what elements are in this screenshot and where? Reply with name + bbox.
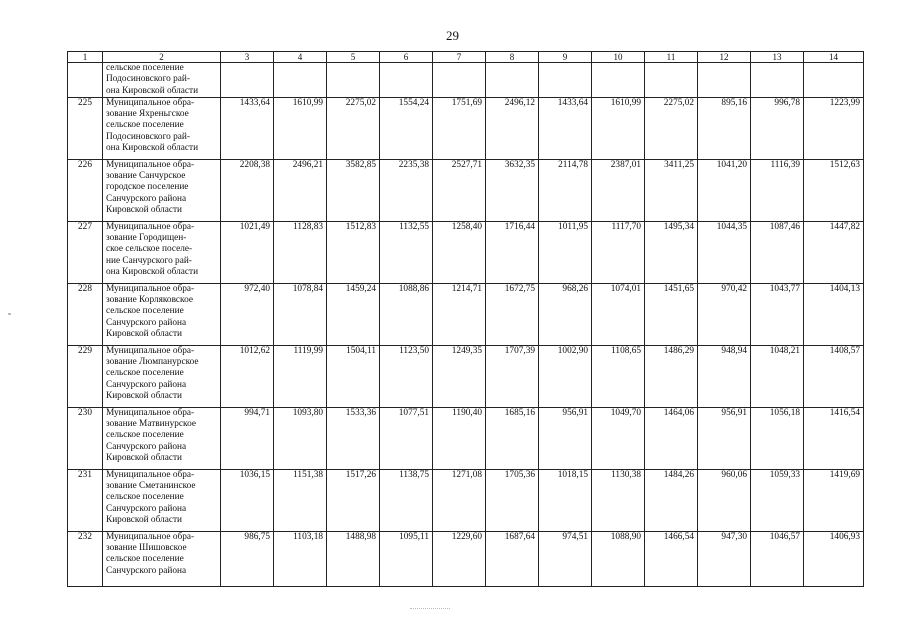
- value-cell: 1486,29: [645, 345, 698, 407]
- table-row: [68, 63, 864, 98]
- value-cell: 1406,93: [804, 531, 864, 586]
- value-cell: 1512,83: [327, 221, 380, 283]
- value-cell: 1088,86: [380, 283, 433, 345]
- value-cell: 1130,38: [592, 469, 645, 531]
- value-cell: [221, 63, 274, 98]
- column-header: 2: [103, 52, 221, 63]
- value-cell: [698, 63, 751, 98]
- value-cell: [327, 63, 380, 98]
- value-cell: 1119,99: [274, 345, 327, 407]
- value-cell: 1123,50: [380, 345, 433, 407]
- value-cell: 1214,71: [433, 283, 486, 345]
- value-cell: 2496,12: [486, 97, 539, 159]
- value-cell: 1190,40: [433, 407, 486, 469]
- value-cell: 1138,75: [380, 469, 433, 531]
- value-cell: 1610,99: [592, 97, 645, 159]
- column-header: 3: [221, 52, 274, 63]
- data-table: [67, 51, 864, 587]
- value-cell: 947,30: [698, 531, 751, 586]
- value-cell: 2527,71: [433, 159, 486, 221]
- value-cell: 3411,25: [645, 159, 698, 221]
- municipality-name: Муниципальное обра- зование Люмпанурское сельское поселение Санчурского района Кировской области: [103, 345, 221, 407]
- value-cell: 1687,64: [486, 531, 539, 586]
- value-cell: 1517,26: [327, 469, 380, 531]
- value-cell: 1048,21: [751, 345, 804, 407]
- value-cell: 956,91: [539, 407, 592, 469]
- value-cell: [433, 63, 486, 98]
- table-row: [68, 469, 864, 531]
- row-number: 228: [68, 283, 103, 345]
- value-cell: 2235,38: [380, 159, 433, 221]
- value-cell: 1041,20: [698, 159, 751, 221]
- value-cell: 1610,99: [274, 97, 327, 159]
- value-cell: 1036,15: [221, 469, 274, 531]
- row-number: 231: [68, 469, 103, 531]
- value-cell: 1077,51: [380, 407, 433, 469]
- value-cell: 1095,11: [380, 531, 433, 586]
- value-cell: 948,94: [698, 345, 751, 407]
- column-header: 8: [486, 52, 539, 63]
- value-cell: 1049,70: [592, 407, 645, 469]
- value-cell: 972,40: [221, 283, 274, 345]
- column-header: 4: [274, 52, 327, 63]
- value-cell: 1018,15: [539, 469, 592, 531]
- value-cell: 1128,83: [274, 221, 327, 283]
- scan-artifact-line: [410, 608, 450, 609]
- column-header: 5: [327, 52, 380, 63]
- scan-artifact-mark: [8, 313, 11, 315]
- value-cell: 1223,99: [804, 97, 864, 159]
- value-cell: 1088,90: [592, 531, 645, 586]
- value-cell: 1416,54: [804, 407, 864, 469]
- value-cell: 1433,64: [221, 97, 274, 159]
- value-cell: 1087,46: [751, 221, 804, 283]
- value-cell: 1707,39: [486, 345, 539, 407]
- table-row: [68, 97, 864, 159]
- value-cell: [486, 63, 539, 98]
- value-cell: 1404,13: [804, 283, 864, 345]
- row-number: 227: [68, 221, 103, 283]
- value-cell: 1021,49: [221, 221, 274, 283]
- municipality-name: Муниципальное обра- зование Шишовское сельское поселение Санчурского района: [103, 531, 221, 586]
- value-cell: 1132,55: [380, 221, 433, 283]
- value-cell: 895,16: [698, 97, 751, 159]
- row-number: 230: [68, 407, 103, 469]
- table-row: [68, 345, 864, 407]
- value-cell: 1046,57: [751, 531, 804, 586]
- value-cell: 1488,98: [327, 531, 380, 586]
- column-header: 7: [433, 52, 486, 63]
- value-cell: [645, 63, 698, 98]
- value-cell: 1043,77: [751, 283, 804, 345]
- column-header: 12: [698, 52, 751, 63]
- row-number: [68, 63, 103, 98]
- page-number: 29: [446, 28, 459, 43]
- value-cell: 1466,54: [645, 531, 698, 586]
- value-cell: 3632,35: [486, 159, 539, 221]
- row-number: 225: [68, 97, 103, 159]
- value-cell: 1093,80: [274, 407, 327, 469]
- value-cell: 1229,60: [433, 531, 486, 586]
- value-cell: 2208,38: [221, 159, 274, 221]
- table-row: [68, 531, 864, 586]
- column-header: 9: [539, 52, 592, 63]
- value-cell: 1433,64: [539, 97, 592, 159]
- value-cell: 1258,40: [433, 221, 486, 283]
- table-row: [68, 159, 864, 221]
- column-header: 11: [645, 52, 698, 63]
- value-cell: 1464,06: [645, 407, 698, 469]
- value-cell: 2275,02: [645, 97, 698, 159]
- value-cell: 1044,35: [698, 221, 751, 283]
- value-cell: 1504,11: [327, 345, 380, 407]
- value-cell: 3582,85: [327, 159, 380, 221]
- value-cell: 1484,26: [645, 469, 698, 531]
- column-header: 1: [68, 52, 103, 63]
- value-cell: 1512,63: [804, 159, 864, 221]
- value-cell: 956,91: [698, 407, 751, 469]
- value-cell: 1078,84: [274, 283, 327, 345]
- row-number: 232: [68, 531, 103, 586]
- value-cell: 1056,18: [751, 407, 804, 469]
- row-number: 226: [68, 159, 103, 221]
- row-number: 229: [68, 345, 103, 407]
- column-header: 6: [380, 52, 433, 63]
- value-cell: 986,75: [221, 531, 274, 586]
- value-cell: 1672,75: [486, 283, 539, 345]
- value-cell: 1151,38: [274, 469, 327, 531]
- value-cell: 1495,34: [645, 221, 698, 283]
- value-cell: 1059,33: [751, 469, 804, 531]
- value-cell: 2387,01: [592, 159, 645, 221]
- value-cell: 1271,08: [433, 469, 486, 531]
- municipality-name: Муниципальное обра- зование Городищен- ское сельское поселе- ние Санчурского рай- она Кировской области: [103, 221, 221, 283]
- table-row: [68, 283, 864, 345]
- value-cell: [592, 63, 645, 98]
- value-cell: 1685,16: [486, 407, 539, 469]
- value-cell: 2275,02: [327, 97, 380, 159]
- value-cell: 1447,82: [804, 221, 864, 283]
- value-cell: 2114,78: [539, 159, 592, 221]
- column-header: 13: [751, 52, 804, 63]
- value-cell: 996,78: [751, 97, 804, 159]
- municipality-name: Муниципальное обра- зование Сметанинское сельское поселение Санчурского района Кировской области: [103, 469, 221, 531]
- value-cell: [380, 63, 433, 98]
- value-cell: 1011,95: [539, 221, 592, 283]
- table-row: [68, 221, 864, 283]
- column-header: 14: [804, 52, 864, 63]
- value-cell: 970,42: [698, 283, 751, 345]
- column-header: 10: [592, 52, 645, 63]
- municipality-name: Муниципальное обра- зование Матвинурское сельское поселение Санчурского района Кировской области: [103, 407, 221, 469]
- municipality-name: Муниципальное обра- зование Корляковское сельское поселение Санчурского района Кировской области: [103, 283, 221, 345]
- value-cell: [539, 63, 592, 98]
- value-cell: 1002,90: [539, 345, 592, 407]
- value-cell: 1705,36: [486, 469, 539, 531]
- municipality-name: сельское поселение Подосиновского рай- она Кировской области: [103, 63, 221, 98]
- value-cell: 1554,24: [380, 97, 433, 159]
- value-cell: [751, 63, 804, 98]
- value-cell: 1074,01: [592, 283, 645, 345]
- value-cell: 1116,39: [751, 159, 804, 221]
- value-cell: 1408,57: [804, 345, 864, 407]
- value-cell: 2496,21: [274, 159, 327, 221]
- value-cell: 1419,69: [804, 469, 864, 531]
- value-cell: 974,51: [539, 531, 592, 586]
- value-cell: 1103,18: [274, 531, 327, 586]
- value-cell: 1012,62: [221, 345, 274, 407]
- municipality-name: Муниципальное обра- зование Санчурское городское поселение Санчурского района Кировской области: [103, 159, 221, 221]
- value-cell: [804, 63, 864, 98]
- value-cell: 960,06: [698, 469, 751, 531]
- value-cell: 1459,24: [327, 283, 380, 345]
- value-cell: 1451,65: [645, 283, 698, 345]
- value-cell: [274, 63, 327, 98]
- header-row: [68, 52, 864, 63]
- value-cell: 994,71: [221, 407, 274, 469]
- value-cell: 1716,44: [486, 221, 539, 283]
- value-cell: 1533,36: [327, 407, 380, 469]
- value-cell: 1249,35: [433, 345, 486, 407]
- value-cell: 1108,65: [592, 345, 645, 407]
- value-cell: 1117,70: [592, 221, 645, 283]
- municipality-name: Муниципальное обра- зование Яхреньгское сельское поселение Подосиновского рай- она Кировской области: [103, 97, 221, 159]
- value-cell: 968,26: [539, 283, 592, 345]
- value-cell: 1751,69: [433, 97, 486, 159]
- table-row: [68, 407, 864, 469]
